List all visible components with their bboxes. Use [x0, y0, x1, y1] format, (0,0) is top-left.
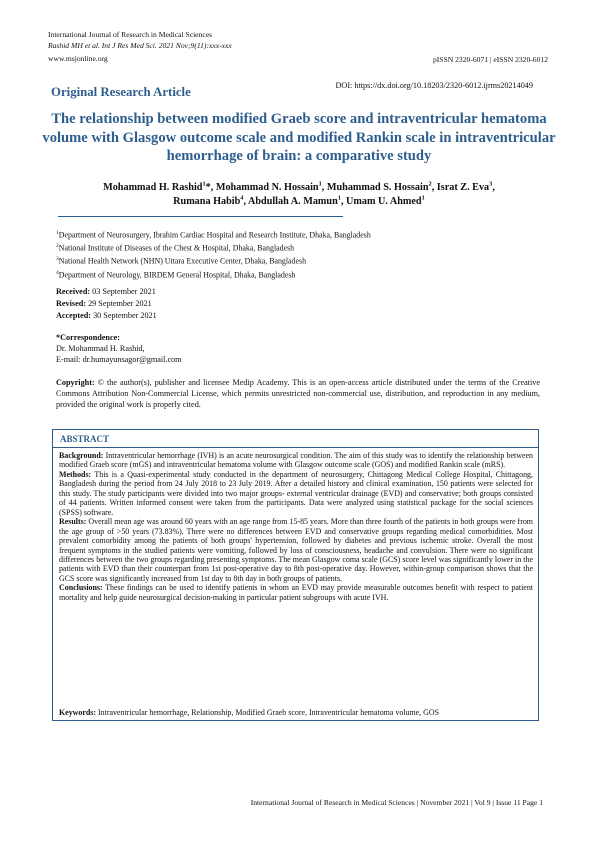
author-name: Mohammad H. Rashid — [103, 182, 203, 193]
abstract-section-label: Methods: — [59, 469, 92, 479]
abstract-heading: ABSTRACT — [60, 434, 110, 444]
abstract-section — [59, 517, 533, 583]
affiliation-text: National Institute of Diseases of the Chest & Hospital, Dhaka, Bangladesh — [58, 243, 295, 253]
affiliation-item — [56, 241, 371, 254]
author-name: Umam U. Ahmed — [346, 196, 422, 208]
affiliation-text: National Health Network (NHN) Uttara Executive Center, Dhaka, Bangladesh — [58, 257, 307, 267]
affiliation-text: Department of Neurosurgery, Ibrahim Cardiac Hospital and Research Institute, Dhaka, Bangladesh — [58, 230, 371, 240]
author-separator: , — [431, 182, 437, 193]
author-separator: , — [340, 196, 347, 208]
citation-line: Rashid MH et al. Int J Res Med Sci. 2021 Nov;9(11):xxx-xxx — [48, 41, 232, 50]
author-affiliation-mark: 2 — [428, 180, 432, 188]
abstract-section-text: Overall mean age was around 60 years with an age range from 15-85 years. More than three fourth of the patients in both groups were from the age group of >50 years (73.83%). There were no differences between EVD and conservative groups regarding medical comorbidities. Most prevalent comorbidity among the patients of both groups' hypertension, followed by diabetes and previous ischemic stroke. Overall the most frequent symptoms in the studied patients were vomiting, followed by loss of consciousness, headache and convulsion. There were no significant differences between the two groups regarding presenting symptoms. The mean Glasgow coma scale (GCS) score level was significantly lower in the patients with EVD than their counterpart from 1st post-operative day to 8th post-operative day. However, within-group comparison shows that the GCS score was significantly increased from 1st day to 8th day in both groups of patients. — [59, 517, 533, 583]
abstract-body — [59, 451, 533, 602]
author-affiliation-mark: 4 — [240, 194, 244, 202]
affiliation-item — [56, 228, 371, 241]
author-affiliation-mark: 1 — [318, 180, 322, 188]
abstract-section-label: Results: — [59, 517, 87, 527]
issn-line: pISSN 2320-6071 | eISSN 2320-6012 — [432, 55, 548, 64]
author-name: Mohammad N. Hossain — [215, 182, 319, 193]
journal-website[interactable]: www.msjonline.org — [48, 54, 108, 63]
copyright-notice: Copyright: © the author(s), publisher and licensee Medip Academy. This is an open-access article distributed under the terms of the Creative Commons Attribution Non-Commercial License, which permits unrestricted non-commercial use, distribution, and reproduction in any medium, provided the original work is properly cited. — [56, 378, 540, 409]
abstract-section-label: Conclusions: — [59, 583, 103, 593]
affiliation-item — [56, 254, 371, 267]
abstract-section-text: These findings can be used to identify patients in whom an EVD may provide measurable outcomes benefit with respect to patient mortality and help guide neurosurgical decision-making in particular patient subgroups with acute IVH. — [59, 583, 533, 602]
article-type: Original Research Article — [51, 85, 191, 99]
affiliation-number: 4 — [56, 269, 59, 276]
keywords: Keywords: Intraventricular hemorrhage, Relationship, Modified Graeb score, Intraventricular hematoma volume, GOS — [59, 708, 440, 717]
accepted-date: Accepted: 30 September 2021 — [56, 311, 157, 321]
abstract-section-text: This is a Quasi-experimental study conducted in the department of neurosurgery, Chittagong Medical College Hospital, Chittagong, Bangladesh during the period from 24 July 2018 to 23 July 2019. After a detailed history and clinical examination, 150 patients were selected for this study. The study participants were divided into two major groups- external ventricular drainage (EVD) and conservative; both groups consisted of 44 patients. Written informed consent were taken from the participants. Data were analyzed using statistical package for the social sciences (SPSS) software. — [59, 469, 533, 517]
affiliation-number: 3 — [56, 256, 59, 263]
author-name: Muhammad S. Hossain — [326, 182, 429, 193]
page-footer: International Journal of Research in Medical Sciences | November 2021 | Vol 9 | Issue 11 Page 1 — [250, 798, 543, 807]
affiliation-text: Department of Neurology, BIRDEM General Hospital, Dhaka, Bangladesh — [58, 270, 296, 280]
abstract-section-text: Intraventricular hemorrhage (IVH) is an acute neurosurgical condition. The aim of this study was to identify the relationship between modified Graeb score (mGS) and intraventricular hematoma volume with Glasgow outcome scale (GOS) and modified Rankin scale (mRS). — [59, 451, 533, 470]
correspondence-email[interactable]: E-mail: dr.humayunsagor@gmail.com — [56, 354, 182, 364]
author-name: Israt Z. Eva — [436, 182, 490, 193]
author-separator: , — [210, 182, 216, 193]
author-affiliation-mark: 1 — [202, 180, 206, 188]
abstract-section — [59, 583, 533, 602]
abstract-section — [59, 451, 533, 470]
author-name: Abdullah A. Mamun — [248, 196, 338, 208]
journal-name: International Journal of Research in Medical Sciences — [48, 30, 213, 39]
correspondence-label: *Correspondence: — [56, 333, 120, 342]
author-separator: , — [492, 182, 495, 193]
correspondence-name: Dr. Mohammad H. Rashid, — [56, 343, 145, 353]
abstract-divider — [52, 447, 539, 448]
affiliation-list — [56, 228, 371, 281]
revised-date: Revised: 29 September 2021 — [56, 299, 152, 309]
author-name: Rumana Habib — [173, 196, 241, 208]
author-affiliation-mark: 3 — [489, 180, 493, 188]
affiliation-number: 2 — [56, 243, 59, 250]
author-affiliation-mark: 1 — [421, 194, 425, 202]
affiliation-number: 1 — [56, 230, 59, 236]
abstract-section — [59, 470, 533, 517]
received-date: Received: 03 September 2021 — [56, 287, 156, 296]
author-separator: , — [321, 182, 327, 193]
abstract-section-label: Background: — [59, 451, 104, 460]
affiliation-item — [56, 268, 371, 281]
title-divider — [58, 216, 343, 217]
paper-title: The relationship between modified Graeb score and intraventricular hematoma volume with Glasgow outcome scale and modified Rankin scale in intraventricular hemorrhage of brain: a comparative study — [42, 111, 556, 165]
author-separator: , — [243, 196, 248, 208]
correspondence — [56, 333, 182, 365]
author-affiliation-mark: 1 — [337, 194, 341, 202]
author-list — [48, 181, 550, 209]
article-dates — [56, 286, 157, 323]
doi-link[interactable]: DOI: https://dx.doi.org/10.18203/2320-6012.ijrms20214049 — [335, 81, 533, 90]
corresponding-mark: * — [205, 182, 211, 193]
